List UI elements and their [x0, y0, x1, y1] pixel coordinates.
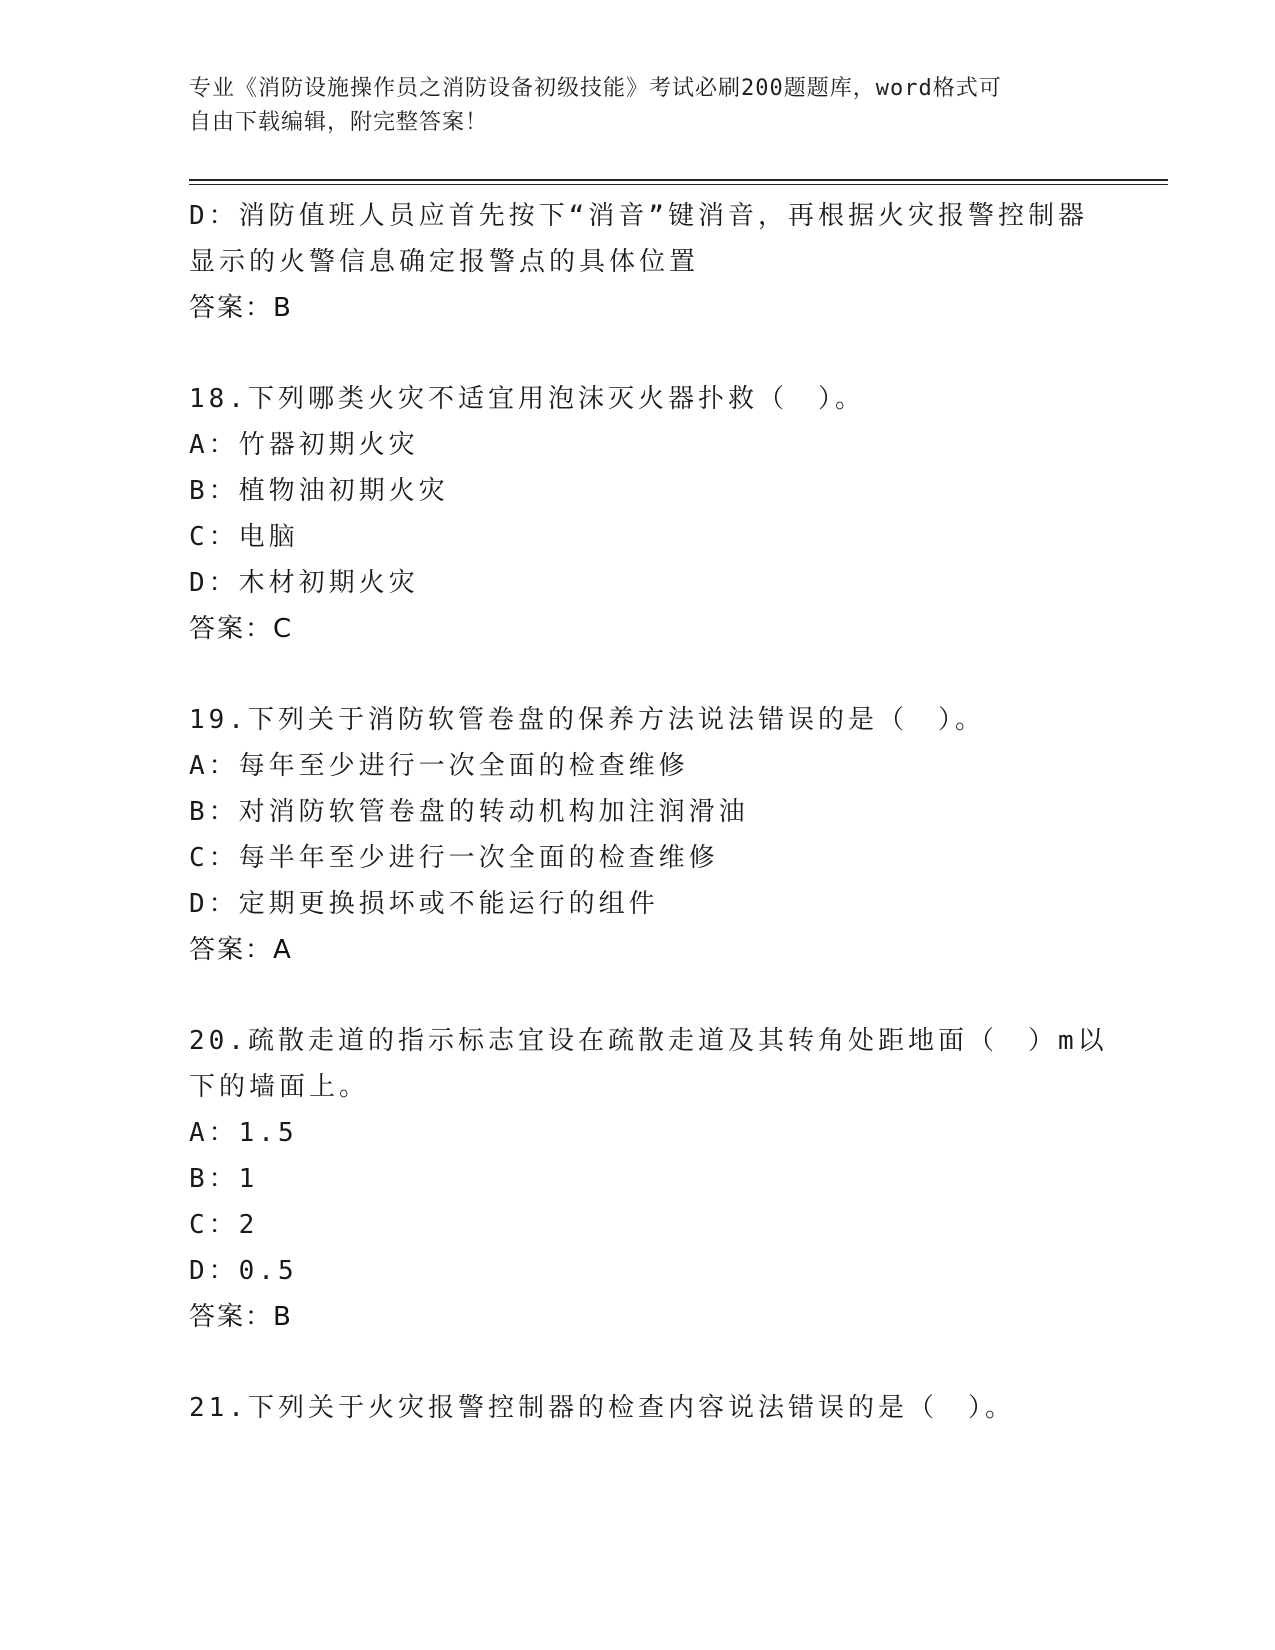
answer-line: 答案：B — [189, 1302, 293, 1332]
question-block-17 — [189, 193, 1089, 331]
option-b: B：1 — [189, 1164, 259, 1194]
option-d: D：木材初期火灾 — [189, 568, 419, 598]
option-d-line-1: D：消防值班人员应首先按下“消音”键消音，再根据火灾报警控制器 — [189, 201, 1088, 231]
question-text: 21.下列关于火灾报警控制器的检查内容说法错误的是（ ）。 — [189, 1393, 1015, 1423]
question-text-line-2: 下的墙面上。 — [189, 1072, 370, 1102]
option-b: B：植物油初期火灾 — [189, 476, 449, 506]
option-c: C：2 — [189, 1210, 259, 1240]
option-a: A：每年至少进行一次全面的检查维修 — [189, 751, 689, 781]
option-a: A：1.5 — [189, 1118, 298, 1148]
header-title-line-2: 自由下载编辑，附完整答案！ — [189, 110, 489, 135]
question-block-18 — [189, 376, 1089, 652]
question-block-20 — [189, 1018, 1108, 1340]
header-divider-thin — [189, 184, 1168, 185]
question-text: 19.下列关于消防软管卷盘的保养方法说法错误的是（ ）。 — [189, 705, 985, 735]
question-block-21 — [189, 1385, 1089, 1431]
option-d: D：定期更换损坏或不能运行的组件 — [189, 889, 659, 919]
answer-line: 答案：A — [189, 935, 293, 965]
question-text: 18.下列哪类火灾不适宜用泡沫灭火器扑救（ ）。 — [189, 384, 865, 414]
block-spacer — [189, 1340, 1089, 1385]
answer-line: 答案：C — [189, 614, 294, 644]
question-list — [189, 193, 1108, 1431]
document-header — [189, 72, 1069, 140]
block-spacer — [189, 652, 1089, 697]
option-d-line-2: 显示的火警信息确定报警点的具体位置 — [189, 247, 700, 277]
block-spacer — [189, 973, 1089, 1018]
header-divider-thick — [189, 179, 1168, 181]
answer-line: 答案：B — [189, 293, 293, 323]
question-block-19 — [189, 697, 1089, 973]
option-b: B：对消防软管卷盘的转动机构加注润滑油 — [189, 797, 749, 827]
option-c: C：电脑 — [189, 522, 299, 552]
header-title-line-1: 专业《消防设施操作员之消防设备初级技能》考试必刷200题题库，word格式可 — [189, 76, 1002, 101]
option-d: D：0.5 — [189, 1256, 298, 1286]
option-c: C：每半年至少进行一次全面的检查维修 — [189, 843, 719, 873]
block-spacer — [189, 331, 1089, 376]
option-a: A：竹器初期火灾 — [189, 430, 419, 460]
question-text-line-1: 20.疏散走道的指示标志宜设在疏散走道及其转角处距地面（ ）m以 — [189, 1026, 1108, 1056]
